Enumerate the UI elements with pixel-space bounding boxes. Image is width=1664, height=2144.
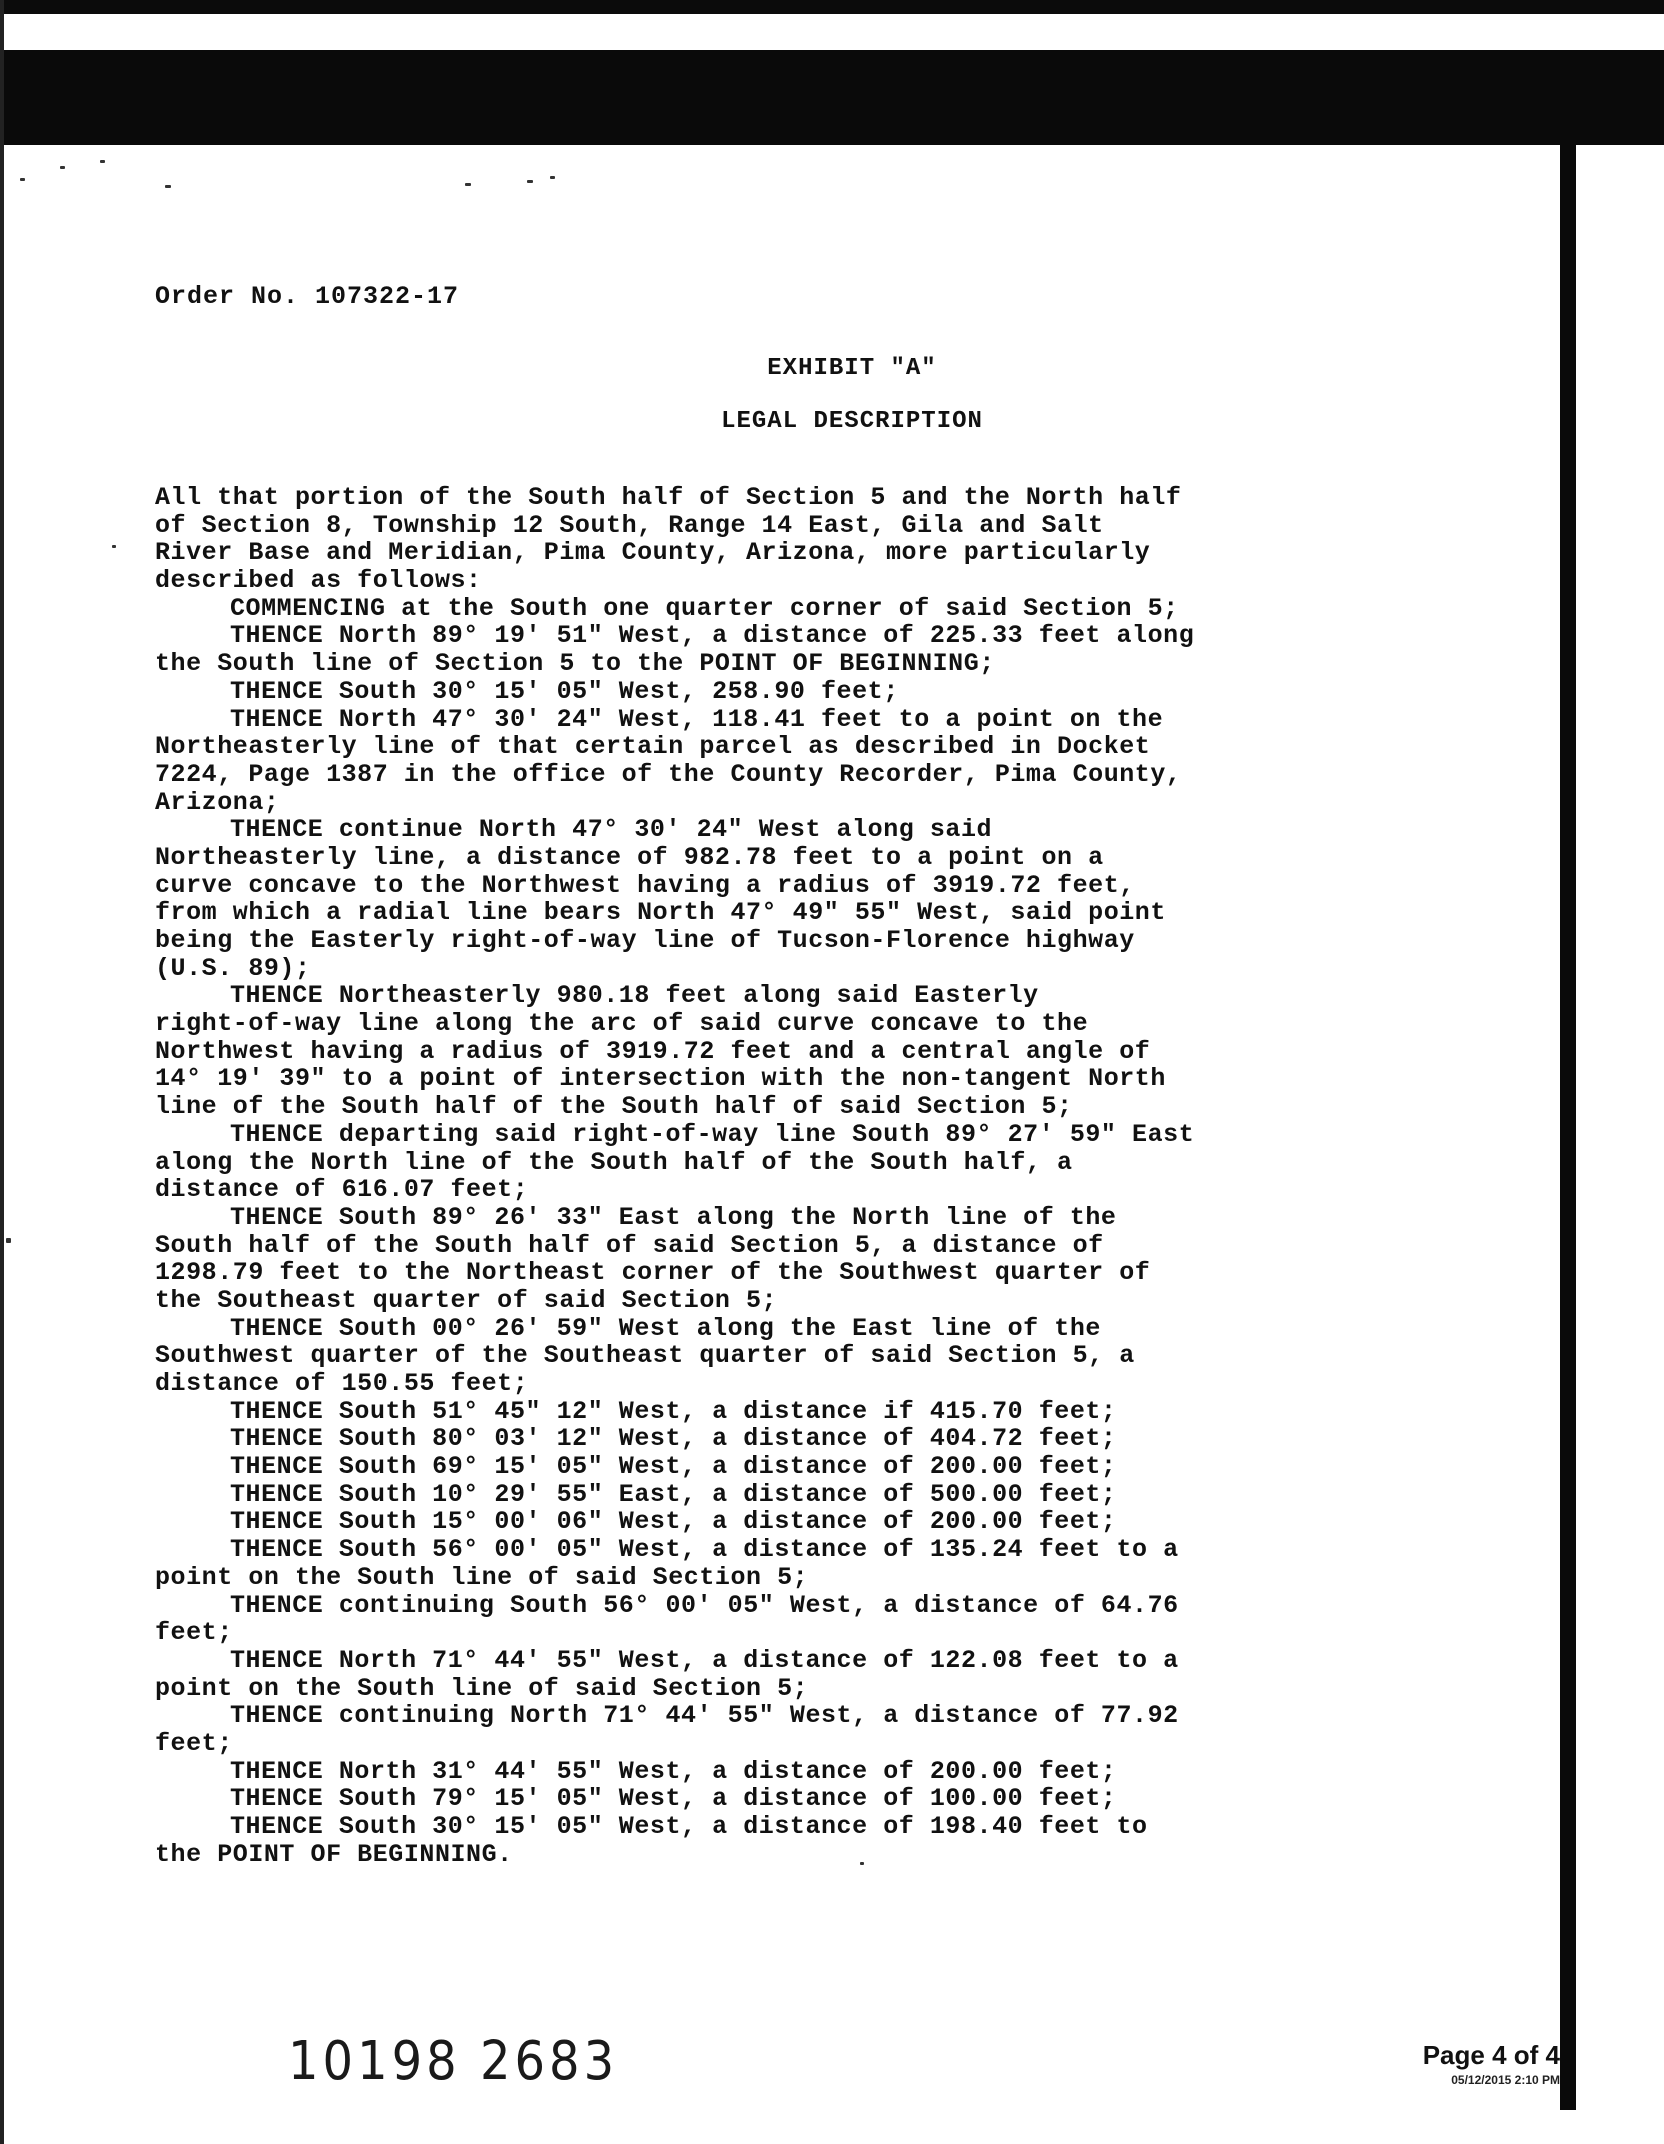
description-line: 14° 19' 39" to a point of intersection with the non-tangent North: [155, 1064, 1166, 1094]
page-number: Page 4 of 4: [1422, 2040, 1560, 2070]
description-line: THENCE North 71° 44' 55" West, a distance of 122.08 feet to a: [230, 1645, 1179, 1675]
description-line: being the Easterly right-of-way line of Tucson-Florence highway: [155, 926, 1135, 955]
description-line: along the North line of the South half of the South half, a: [155, 1147, 1073, 1177]
description-line: curve concave to the Northwest having a radius of 3919.72 feet,: [155, 870, 1135, 900]
description-line: THENCE continuing North 71° 44' 55" West, a distance of 77.92: [230, 1701, 1179, 1731]
description-line: distance of 150.55 feet;: [155, 1369, 529, 1398]
description-line: THENCE North 89° 19' 51" West, a distance of 225.33 feet along: [230, 621, 1195, 651]
description-line: COMMENCING at the South one quarter corner of said Section 5;: [230, 593, 1179, 623]
description-line: Northeasterly line, a distance of 982.78 feet to a point on a: [155, 842, 1104, 872]
description-line: Northeasterly line of that certain parcel as described in Docket: [155, 732, 1151, 762]
description-line: THENCE Northeasterly 980.18 feet along said Easterly: [230, 981, 1039, 1011]
description-line: THENCE South 56° 00' 05" West, a distance of 135.24 feet to a: [230, 1535, 1179, 1565]
description-line: Southwest quarter of the Southeast quarter of said Section 5, a: [155, 1341, 1135, 1371]
description-line: THENCE departing said right-of-way line South 89° 27' 59" East: [230, 1119, 1195, 1149]
description-line: THENCE South 51° 45" 12" West, a distance if 415.70 feet;: [230, 1396, 1117, 1426]
description-line: Arizona;: [155, 787, 280, 817]
description-line: 1298.79 feet to the Northeast corner of the Southwest quarter of: [155, 1258, 1151, 1288]
description-line: THENCE South 79° 15' 05" West, a distance of 100.00 feet;: [230, 1784, 1117, 1814]
description-line: distance of 616.07 feet;: [155, 1175, 529, 1205]
description-line: 7224, Page 1387 in the office of the County Recorder, Pima County,: [155, 759, 1182, 789]
description-line: THENCE South 80° 03' 12" West, a distance of 404.72 feet;: [230, 1424, 1117, 1454]
description-line: line of the South half of the South half of said Section 5;: [155, 1092, 1073, 1122]
description-line: feet;: [155, 1728, 233, 1758]
exhibit-heading: EXHIBIT "A": [767, 355, 937, 382]
order-number: Order No. 107322-17: [155, 282, 460, 311]
description-line: THENCE South 89° 26' 33" East along the North line of the: [230, 1202, 1117, 1232]
description-line: from which a radial line bears North 47° 49" 55" West, said point: [155, 898, 1166, 928]
description-line: (U.S. 89);: [155, 953, 311, 983]
description-line: Northwest having a radius of 3919.72 feet and a central angle of: [155, 1036, 1151, 1066]
description-line: All that portion of the South half of Section 5 and the North half: [155, 483, 1182, 512]
description-line: THENCE North 31° 44' 55" West, a distance of 200.00 feet;: [230, 1756, 1117, 1786]
description-line: of Section 8, Township 12 South, Range 14 East, Gila and Salt: [155, 510, 1104, 540]
recording-document-number: 10198 2683: [288, 2029, 619, 2093]
description-line: South half of the South half of said Section 5, a distance of: [155, 1230, 1104, 1260]
description-line: the South line of Section 5 to the POINT OF BEGINNING;: [155, 649, 995, 679]
description-line: the Southeast quarter of said Section 5;: [155, 1285, 778, 1315]
description-line: THENCE continue North 47° 30' 24" West along said: [230, 815, 993, 845]
description-line: THENCE South 10° 29' 55" East, a distance of 500.00 feet;: [230, 1479, 1117, 1509]
description-line: THENCE South 00° 26' 59" West along the East line of the: [230, 1313, 1101, 1343]
description-line: THENCE South 30° 15' 05" West, a distance of 198.40 feet to: [230, 1812, 1148, 1841]
description-line: THENCE South 15° 00' 06" West, a distance of 200.00 feet;: [230, 1507, 1117, 1537]
legal-description-body: [155, 484, 1395, 1868]
page-footer: [1400, 2040, 1560, 2087]
description-line: the POINT OF BEGINNING.: [155, 1839, 513, 1869]
description-line: THENCE North 47° 30' 24" West, 118.41 feet to a point on the: [230, 704, 1164, 734]
description-line: THENCE South 69° 15' 05" West, a distance of 200.00 feet;: [230, 1452, 1117, 1482]
description-line: THENCE continuing South 56° 00' 05" West, a distance of 64.76: [230, 1590, 1179, 1620]
print-timestamp: 05/12/2015 2:10 PM: [1451, 2073, 1560, 2087]
description-line: right-of-way line along the arc of said curve concave to the: [155, 1009, 1089, 1039]
description-line: feet;: [155, 1618, 233, 1648]
description-line: THENCE South 30° 15' 05" West, 258.90 feet;: [230, 676, 899, 706]
description-line: point on the South line of said Section 5;: [155, 1673, 809, 1703]
description-line: described as follows:: [155, 566, 482, 596]
description-line: point on the South line of said Section 5;: [155, 1562, 809, 1592]
legal-description-heading: LEGAL DESCRIPTION: [721, 408, 983, 435]
description-line: River Base and Meridian, Pima County, Arizona, more particularly: [155, 538, 1151, 568]
